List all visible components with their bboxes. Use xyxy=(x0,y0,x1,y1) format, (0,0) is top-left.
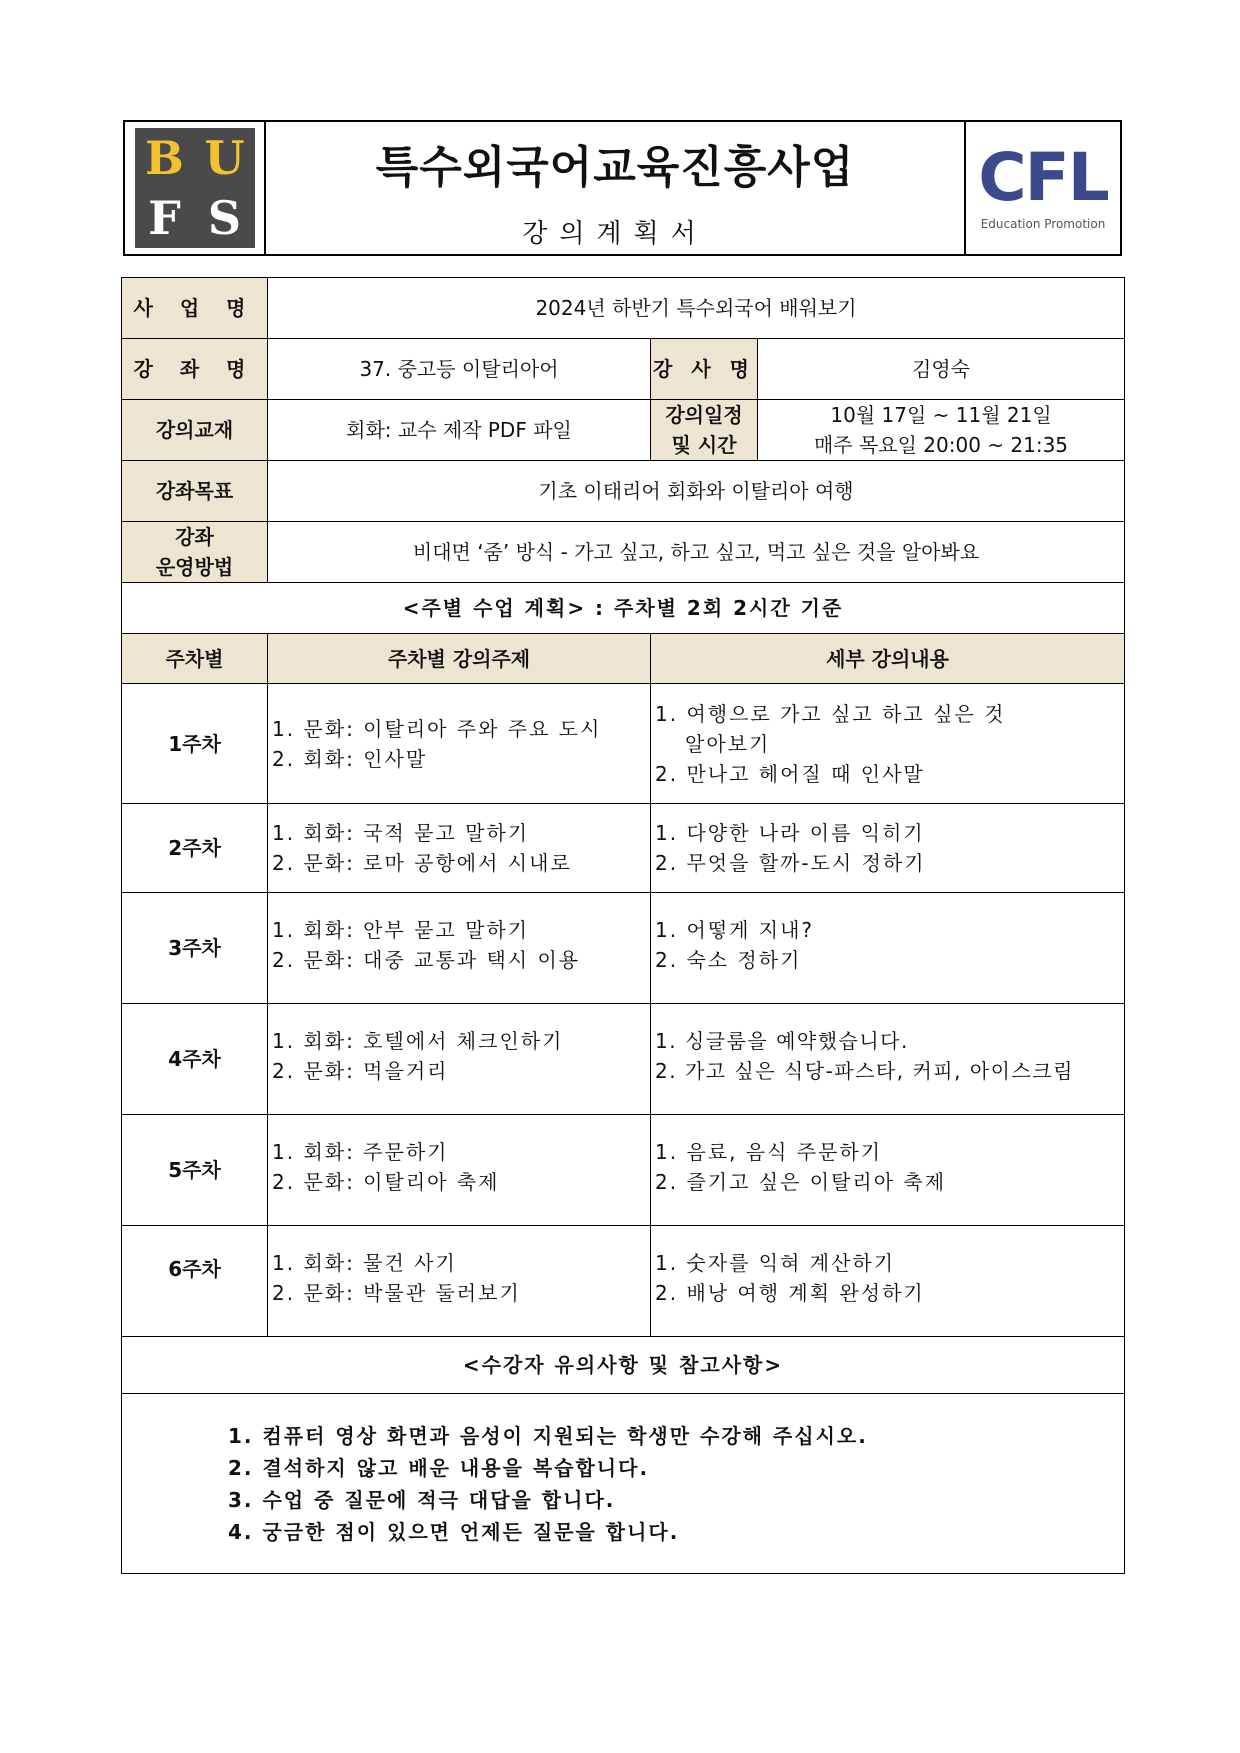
topic-line: 2. 회화: 인사말 xyxy=(272,746,428,771)
detail-line: 1. 어떻게 지내? xyxy=(655,918,815,942)
schedule-label-line: 및 시간 xyxy=(671,433,737,457)
detail-line: 1. 다양한 나라 이름 익히기 xyxy=(655,821,925,845)
weekly-section-row xyxy=(122,583,1125,634)
method-label xyxy=(122,522,268,583)
instructor-value: 김영숙 xyxy=(758,339,1125,400)
detail-line: 알아보기 xyxy=(685,731,771,756)
topic-line: 2. 문화: 먹을거리 xyxy=(272,1059,449,1083)
detail-line: 1. 여행으로 가고 싶고 하고 싶은 것 xyxy=(655,701,1006,726)
detail-line: 2. 배낭 여행 계획 완성하기 xyxy=(655,1281,925,1305)
topic-line: 2. 문화: 로마 공항에서 시내로 xyxy=(272,851,572,875)
textbook-row xyxy=(122,400,1125,461)
schedule-label-line: 강의일정 xyxy=(665,403,743,427)
week-label: 2주차 xyxy=(122,804,268,893)
bufs-logo-cell xyxy=(125,122,266,254)
schedule-dates: 10월 17일 ~ 11월 21일 xyxy=(830,403,1052,427)
weekly-header-row xyxy=(122,634,1125,684)
topic-line: 2. 문화: 이탈리아 축제 xyxy=(272,1170,500,1194)
week-topics xyxy=(268,804,651,893)
topic-line: 1. 문화: 이탈리아 주와 주요 도시 xyxy=(272,716,602,741)
textbook-label: 강의교재 xyxy=(122,400,268,461)
title-cell xyxy=(266,122,964,254)
goal-row xyxy=(122,461,1125,522)
bufs-logo-letter: S xyxy=(207,191,242,245)
week-row xyxy=(122,893,1125,1004)
col-topic-header: 주차별 강의주제 xyxy=(268,634,651,684)
instructor-label: 강 사 명 xyxy=(651,339,758,400)
detail-line: 2. 무엇을 할까-도시 정하기 xyxy=(655,851,926,875)
notes-section-row xyxy=(122,1337,1125,1394)
course-plan-table xyxy=(121,277,1125,1574)
method-value: 비대면 ‘줌’ 방식 - 가고 싶고, 하고 싶고, 먹고 싶은 것을 알아봐요 xyxy=(268,522,1125,583)
week-row xyxy=(122,804,1125,893)
schedule-time: 매주 목요일 20:00 ~ 21:35 xyxy=(813,433,1069,457)
week-details xyxy=(651,1004,1125,1115)
week-details xyxy=(651,804,1125,893)
topic-line: 1. 회화: 물건 사기 xyxy=(272,1251,457,1275)
week-row xyxy=(122,1115,1125,1226)
week-label: 3주차 xyxy=(122,893,268,1004)
method-label-line: 운영방법 xyxy=(155,555,234,579)
course-label: 강 좌 명 xyxy=(122,339,268,400)
course-row xyxy=(122,339,1125,400)
topic-line: 2. 문화: 박물관 둘러보기 xyxy=(272,1281,521,1305)
week-details xyxy=(651,684,1125,804)
weekly-section-title: <주별 수업 계획> : 주차별 2회 2시간 기준 xyxy=(122,583,1125,634)
detail-line: 2. 숙소 정하기 xyxy=(655,948,802,972)
goal-label: 강좌목표 xyxy=(122,461,268,522)
detail-line: 1. 음료, 음식 주문하기 xyxy=(655,1140,883,1164)
week-label: 4주차 xyxy=(122,1004,268,1115)
week-topics xyxy=(268,893,651,1004)
week-topics xyxy=(268,1004,651,1115)
detail-line: 1. 싱글룸을 예약했습니다. xyxy=(655,1029,909,1053)
document-title: 특수외국어교육진흥사업 xyxy=(375,141,855,193)
business-value: 2024년 하반기 특수외국어 배워보기 xyxy=(268,278,1125,339)
business-row xyxy=(122,278,1125,339)
cfl-logo: CFL xyxy=(978,139,1108,216)
week-details xyxy=(651,893,1125,1004)
note-item: 2. 결석하지 않고 배운 내용을 복습합니다. xyxy=(228,1455,650,1480)
week-row xyxy=(122,1004,1125,1115)
document-header xyxy=(123,120,1122,256)
week-row xyxy=(122,1226,1125,1337)
topic-line: 1. 회화: 주문하기 xyxy=(272,1140,449,1164)
goal-value: 기초 이태리어 회화와 이탈리아 여행 xyxy=(268,461,1125,522)
topic-line: 1. 회화: 호텔에서 체크인하기 xyxy=(272,1029,564,1053)
detail-line: 2. 만나고 헤어질 때 인사말 xyxy=(655,761,925,786)
textbook-value: 회화: 교수 제작 PDF 파일 xyxy=(268,400,651,461)
detail-line: 2. 가고 싶은 식당-파스타, 커피, 아이스크림 xyxy=(655,1059,1074,1083)
topic-line: 2. 문화: 대중 교통과 택시 이용 xyxy=(272,948,581,972)
week-topics xyxy=(268,1115,651,1226)
bufs-logo-letter: U xyxy=(204,131,245,185)
week-topics xyxy=(268,1226,651,1337)
detail-line: 2. 즐기고 싶은 이탈리아 축제 xyxy=(655,1170,947,1194)
week-label: 5주차 xyxy=(122,1115,268,1226)
schedule-value xyxy=(758,400,1125,461)
bufs-logo-letter: F xyxy=(148,191,181,245)
note-item: 1. 컴퓨터 영상 화면과 음성이 지원되는 학생만 수강해 주십시오. xyxy=(228,1423,868,1448)
detail-line: 1. 숫자를 익혀 계산하기 xyxy=(655,1251,896,1275)
note-item: 4. 궁금한 점이 있으면 언제든 질문을 합니다. xyxy=(228,1519,680,1544)
bufs-logo xyxy=(135,128,255,248)
business-label: 사 업 명 xyxy=(122,278,268,339)
week-details xyxy=(651,1115,1125,1226)
week-label: 6주차 xyxy=(122,1226,268,1337)
week-details xyxy=(651,1226,1125,1337)
cfl-logo-subtitle: Education Promotion xyxy=(980,217,1106,231)
week-topics xyxy=(268,684,651,804)
note-item: 3. 수업 중 질문에 적극 대답을 합니다. xyxy=(228,1487,616,1512)
document-subtitle: 강의계획서 xyxy=(522,218,708,249)
topic-line: 1. 회화: 국적 묻고 말하기 xyxy=(272,821,530,845)
notes-list xyxy=(122,1394,1125,1574)
schedule-label xyxy=(651,400,758,461)
method-row xyxy=(122,522,1125,583)
method-label-line: 강좌 xyxy=(175,525,214,549)
col-detail-header: 세부 강의내용 xyxy=(651,634,1125,684)
cfl-logo-cell xyxy=(964,122,1120,254)
bufs-logo-letter: B xyxy=(145,131,184,185)
week-row xyxy=(122,684,1125,804)
week-label: 1주차 xyxy=(122,684,268,804)
notes-section-title: <수강자 유의사항 및 참고사항> xyxy=(122,1337,1125,1394)
notes-row xyxy=(122,1394,1125,1574)
col-week-header: 주차별 xyxy=(122,634,268,684)
course-value: 37. 중고등 이탈리아어 xyxy=(268,339,651,400)
topic-line: 1. 회화: 안부 묻고 말하기 xyxy=(272,918,530,942)
